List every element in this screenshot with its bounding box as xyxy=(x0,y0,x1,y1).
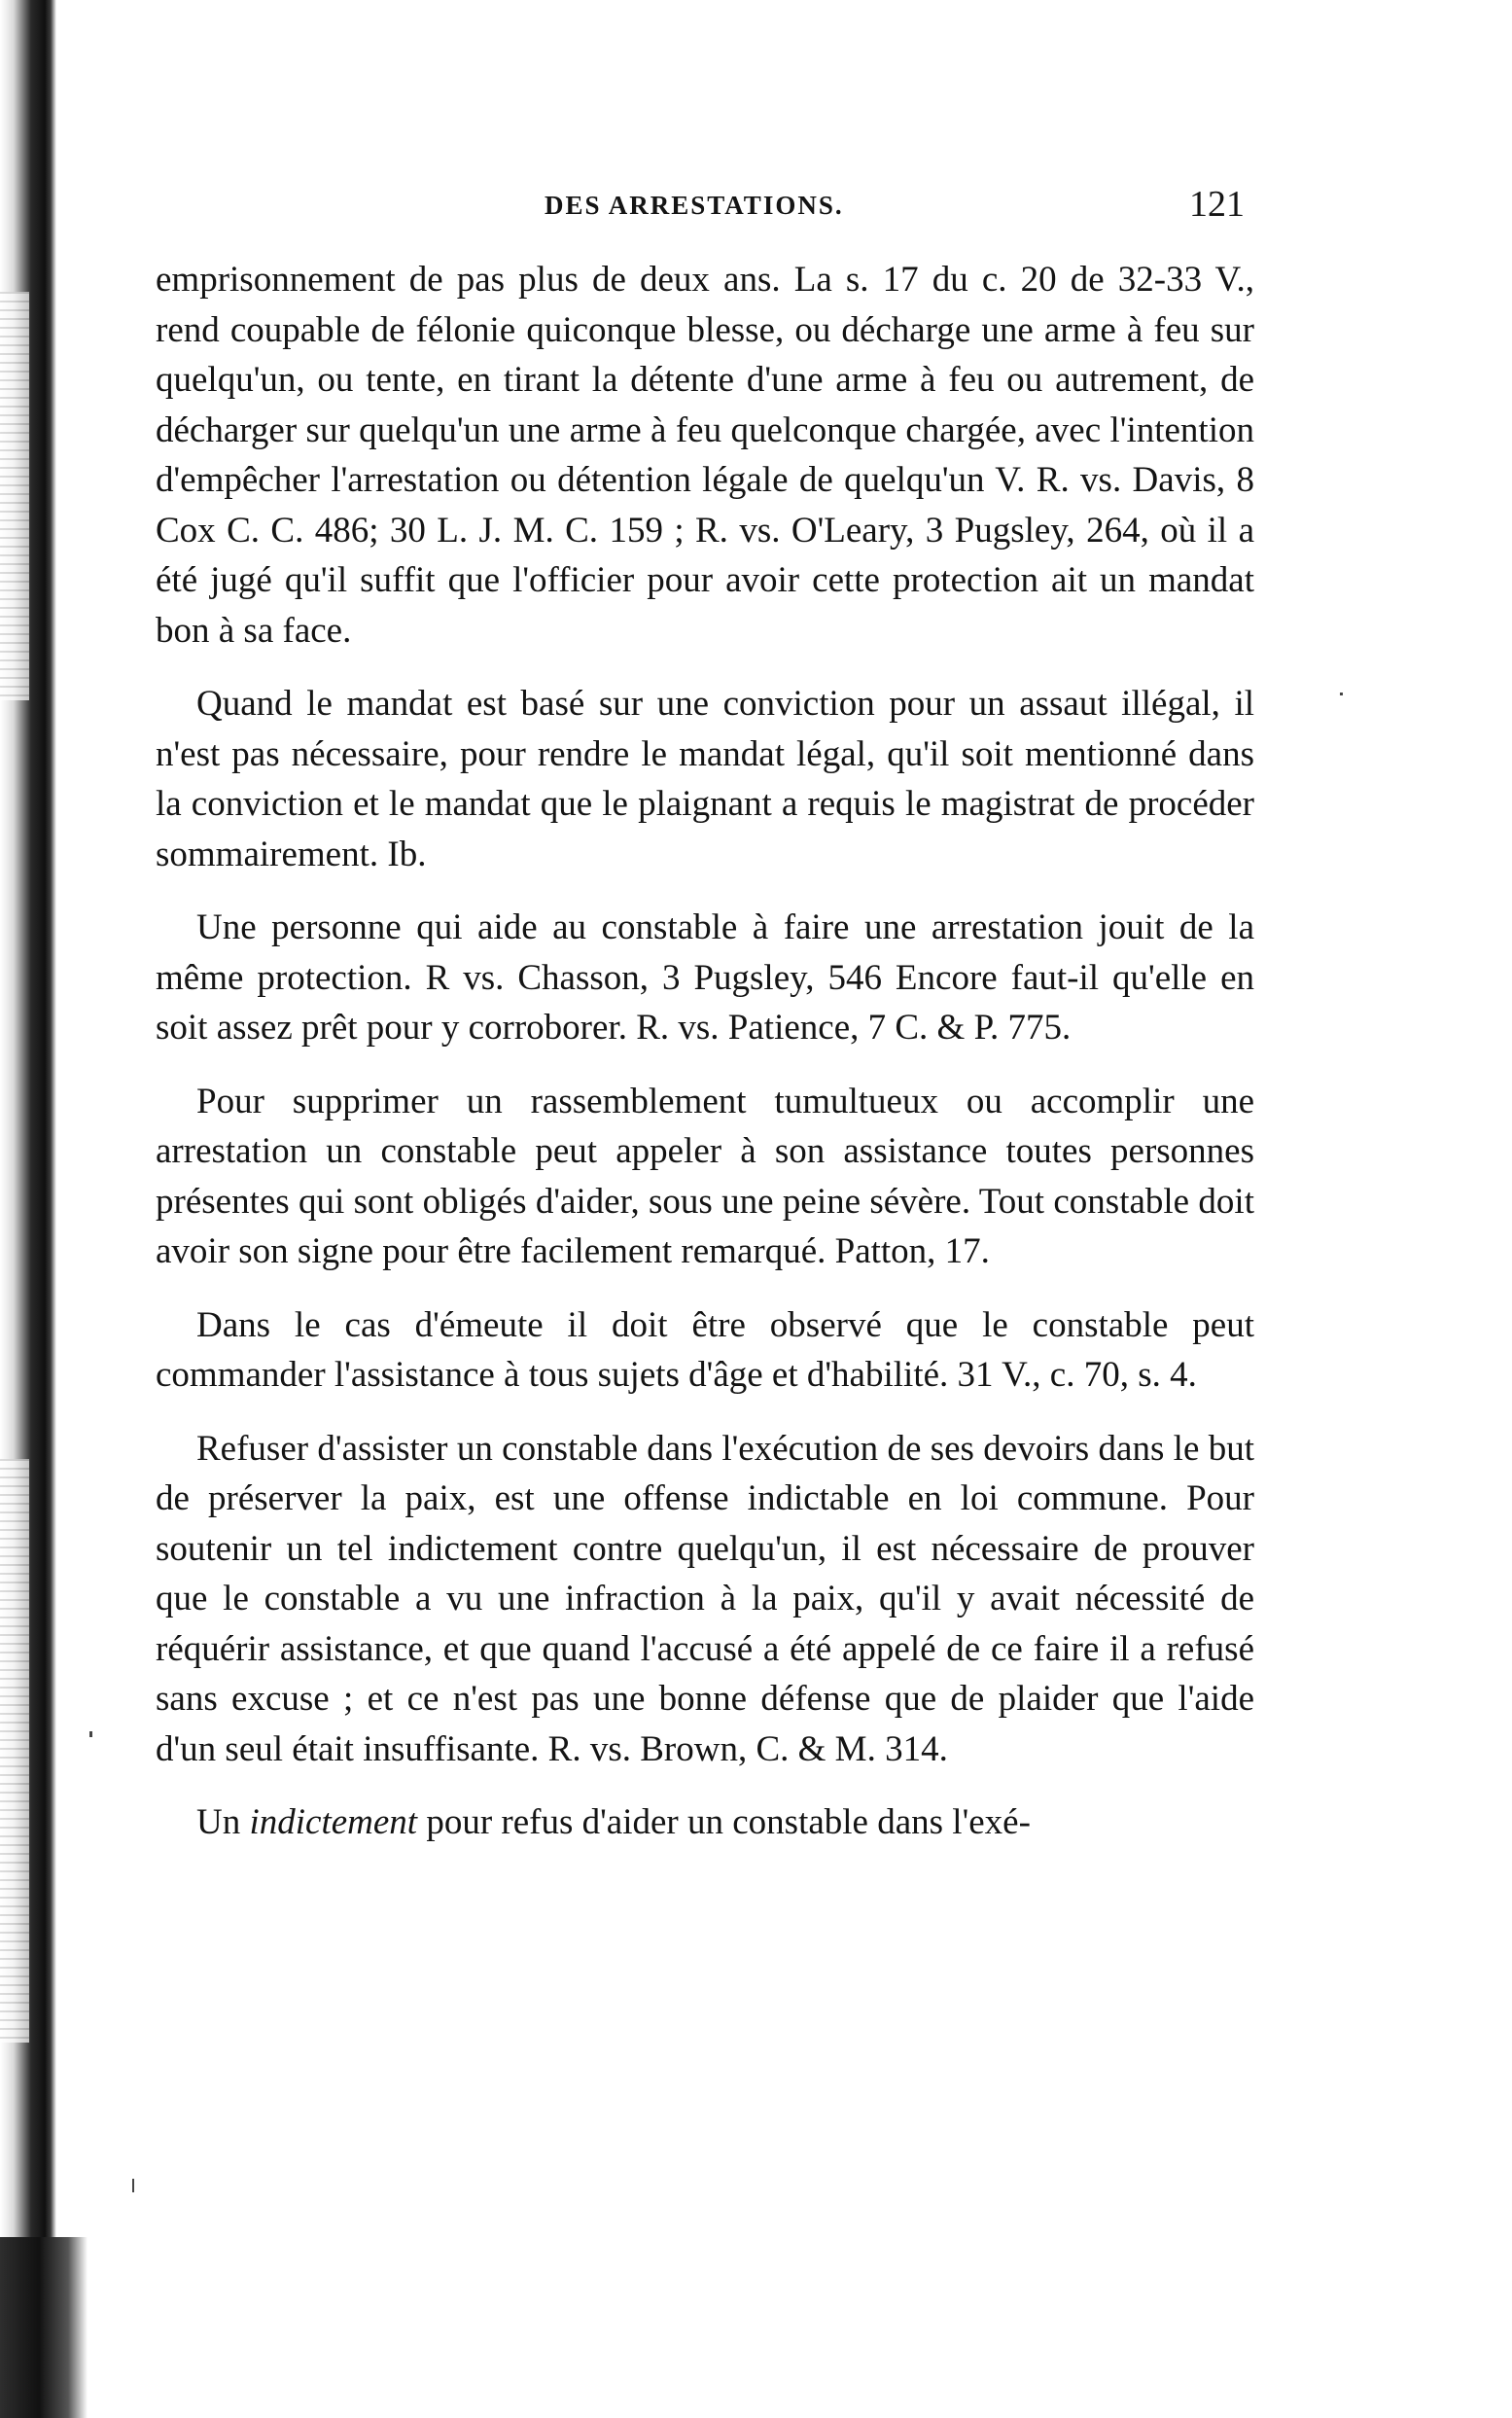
page-header xyxy=(156,183,1245,231)
paragraph: Une personne qui aide au constable à faire une arrestation jouit de la même protection. R vs. Chasson, 3 Pugsley, 546 Encore faut-il qu'elle en soit assez prêt pour y corroborer. R. vs. Patience, 7 C. & P. 775. xyxy=(156,907,1254,1048)
binding-dark-corner xyxy=(0,2237,88,2418)
paragraph: Refuser d'assister un constable dans l'exécution de ses devoirs dans le but de préserver la paix, est une offense indictable en loi commune. Pour soutenir un tel indictement contre quelqu'un, il est nécessaire de prouver que le constable a vu une infraction à la paix, qu'il y avait nécessité de réquérir assistance, et que quand l'accusé a été appelé de ce faire il a refusé sans excuse ; et ce n'est pas une bonne défense que de plaider que l'aide d'un seul était insuffisante. R. vs. Brown, C. & M. 314. xyxy=(156,1428,1254,1769)
emphasis-word: indictement xyxy=(249,1802,418,1842)
body-text xyxy=(156,255,1254,1848)
final-paragraph-start: Un xyxy=(196,1802,250,1842)
paragraph: Dans le cas d'émeute il doit être observé que le constable peut commander l'assistance à tous sujets d'âge et d'habilité. 31 V., c. 70, s. 4. xyxy=(156,1304,1254,1395)
paper-speck xyxy=(132,2179,134,2192)
paragraph: emprisonnement de pas plus de deux ans. La s. 17 du c. 20 de 32-33 V., rend coupable de félonie quiconque blesse, ou décharge une arme à feu sur quelqu'un, ou tente, en tirant la détente d'une arme à feu ou autrement, de décharger sur quelqu'un une arme à feu quelconque chargée, avec l'intention d'empêcher l'arrestation ou détention légale de quelqu'un V. R. vs. Davis, 8 Cox C. C. 486; 30 L. J. M. C. 159 ; R. vs. O'Leary, 3 Pugsley, 264, où il a été jugé qu'il suffit que l'officier pour avoir cette protection ait un mandat bon à sa face. xyxy=(156,260,1254,651)
running-title: DES ARRESTATIONS. xyxy=(545,191,844,220)
final-paragraph xyxy=(156,1797,1254,1848)
binding-speckle xyxy=(0,292,29,700)
page-number: 121 xyxy=(1189,184,1245,225)
final-paragraph-end: pour refus d'aider un constable dans l'exé- xyxy=(417,1802,1031,1842)
binding-speckle xyxy=(0,1459,29,2043)
paragraph: Pour supprimer un rassemblement tumultueux ou accomplir une arrestation un constable peut appeler à son assistance toutes personnes présentes qui sont obligés d'aider, sous une peine sévère. Tout constable doit avoir son signe pour être facilement remarqué. Patton, 17. xyxy=(156,1081,1254,1271)
paper-speck xyxy=(89,1731,92,1737)
paragraph: Quand le mandat est basé sur une conviction pour un assaut illégal, il n'est pas nécessaire, pour rendre le mandat légal, qu'il soit mentionné dans la conviction et le mandat que le plaignant a requis le magistrat de procéder sommairement. Ib. xyxy=(156,684,1254,874)
paper-speck xyxy=(1340,693,1343,695)
